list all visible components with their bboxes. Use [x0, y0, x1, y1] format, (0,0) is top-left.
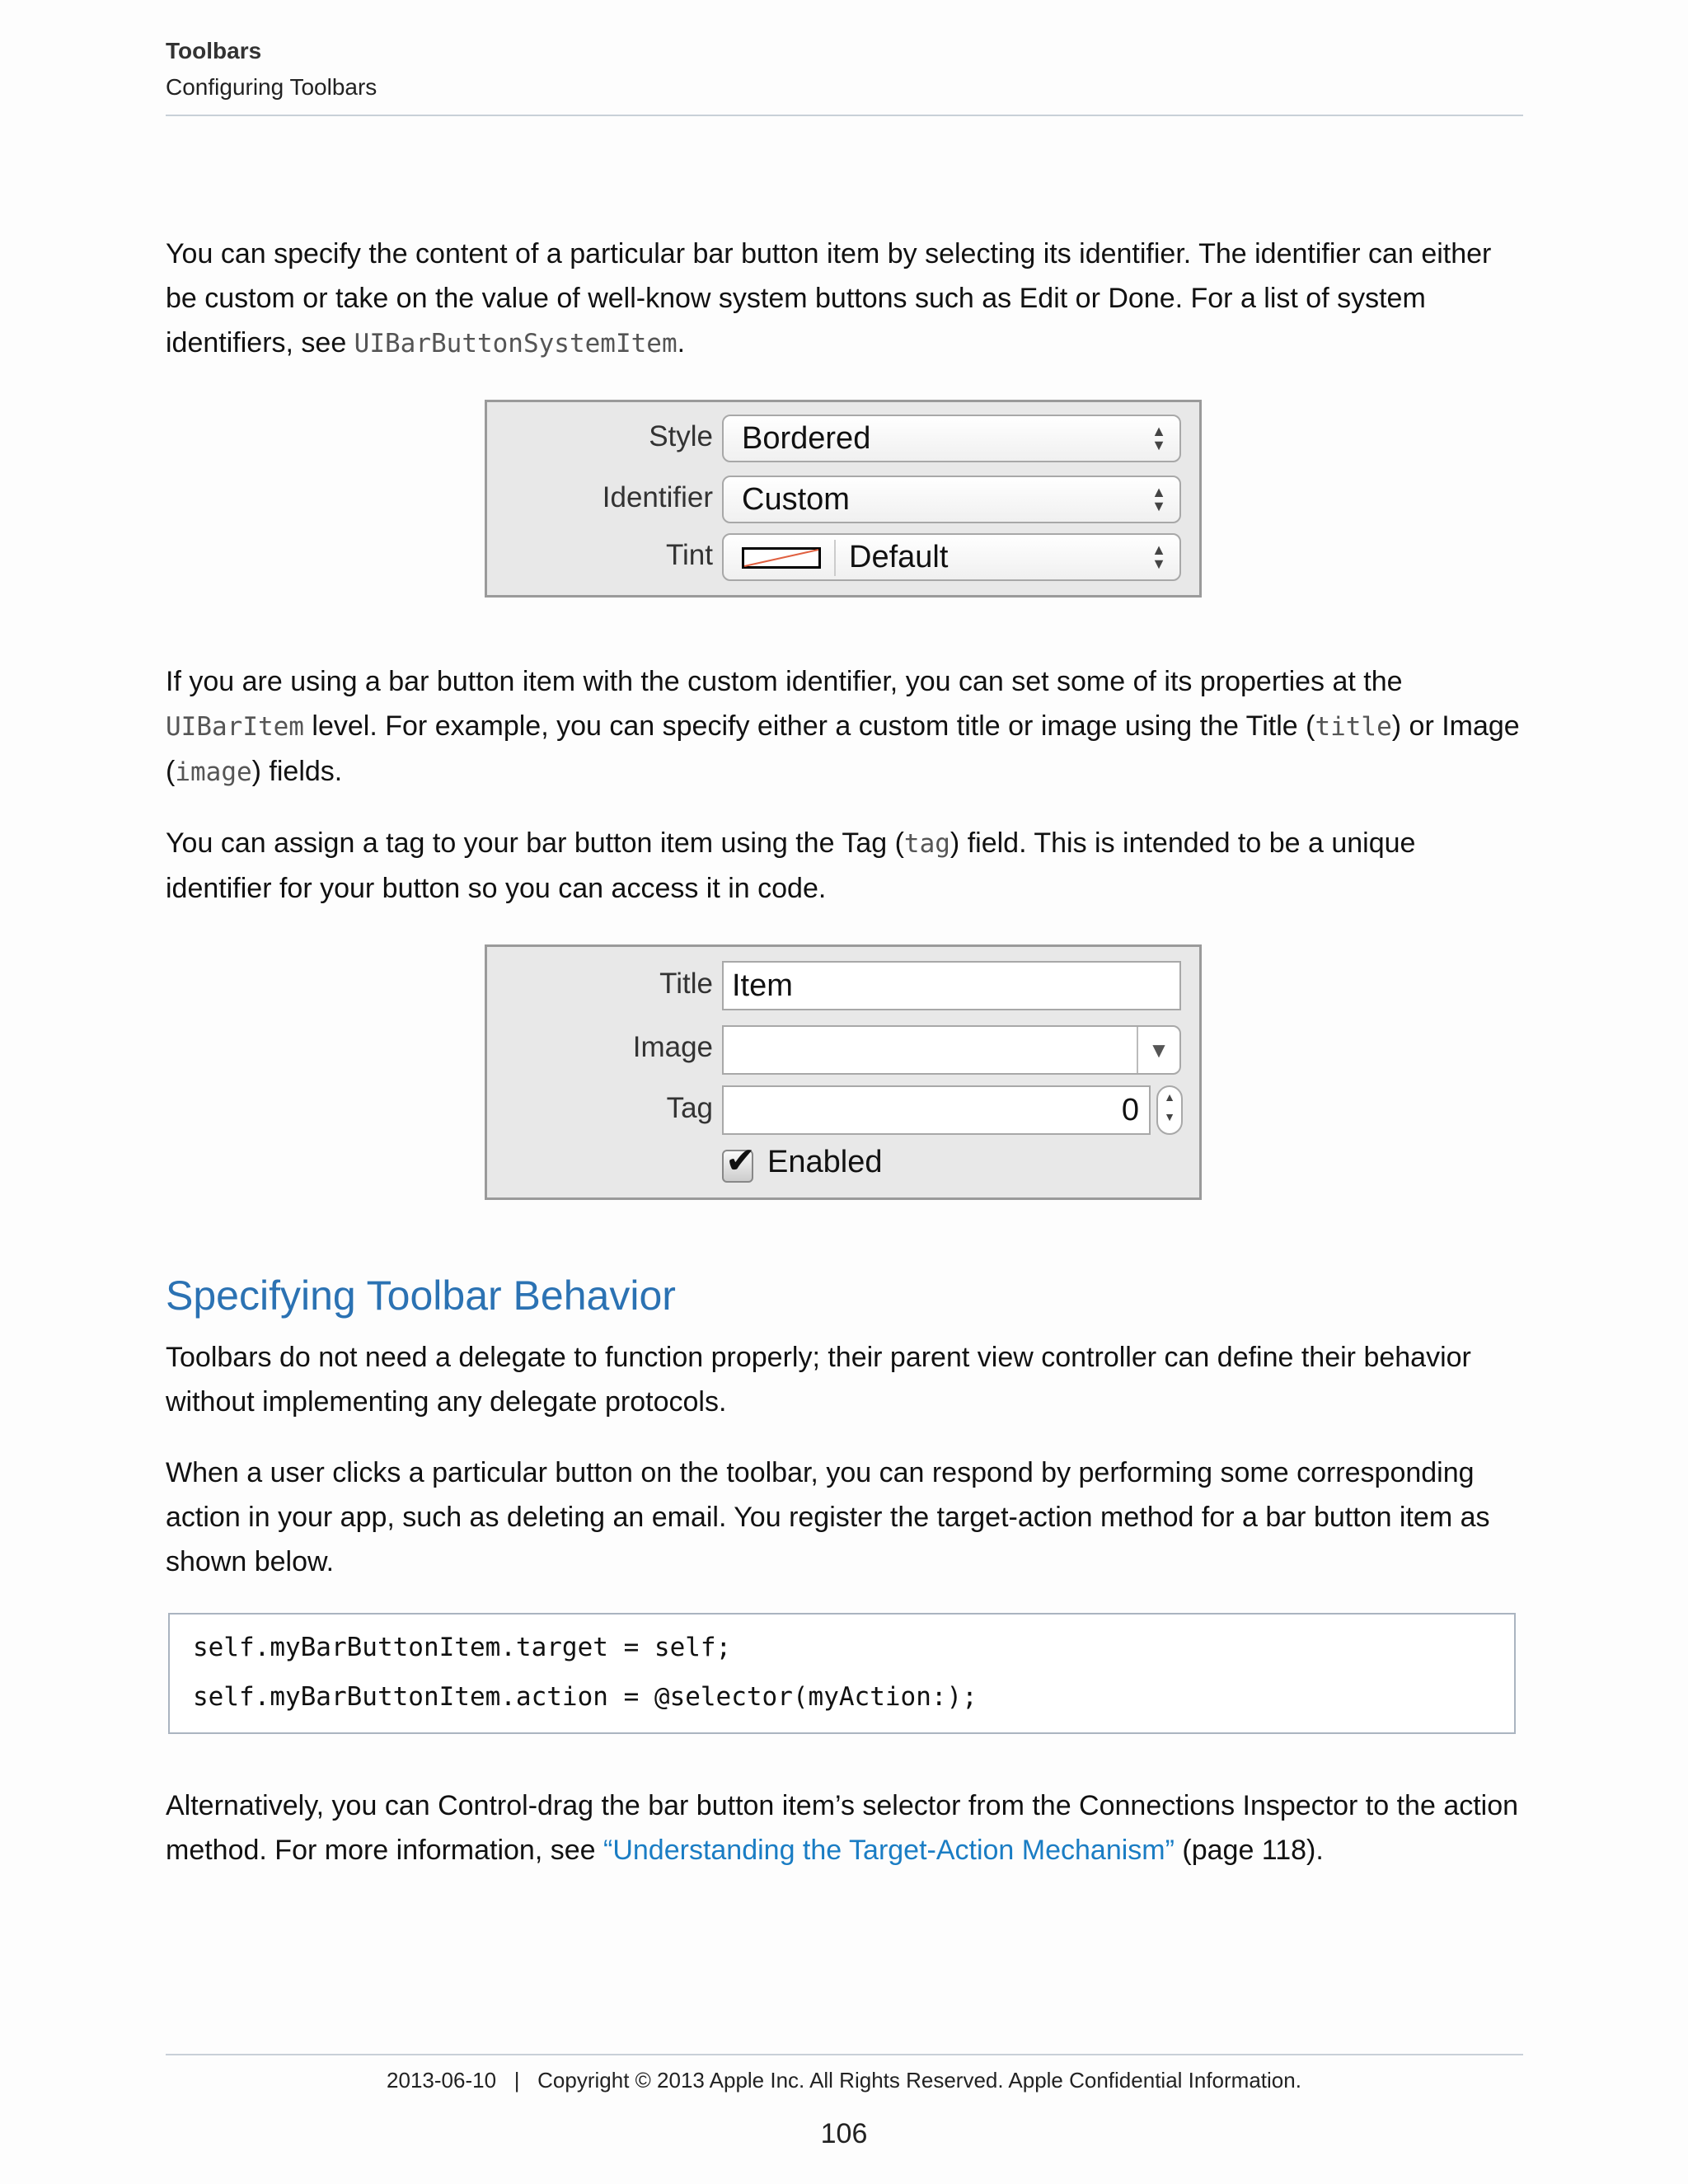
chapter-title: Toolbars [166, 38, 262, 63]
identifier-value: Custom [742, 482, 850, 517]
section-heading: Specifying Toolbar Behavior [166, 1272, 676, 1319]
style-value: Bordered [742, 421, 871, 456]
no-color-swatch-icon [742, 547, 821, 569]
paragraph-control-drag: Alternatively, you can Control-drag the bar button item’s selector from the Connections Inspector to the action method. For more information, see “Understanding the Target-Action Mechanism” (page 118). [166, 1790, 1519, 1866]
up-down-arrows-icon: ▲ ▼ [1151, 484, 1166, 514]
enabled-label: Enabled [767, 1145, 883, 1179]
identifier-popup[interactable] [722, 476, 1181, 523]
bar-item-properties-panel [485, 944, 1202, 1200]
code-listing [168, 1613, 1516, 1734]
swatch-divider [834, 540, 836, 576]
paragraph-custom-identifier: If you are using a bar button item with the custom identifier, you can set some of its properties at the UIBarItem level. For example, you can specify either a custom title or image using the Title (title) or Image (image) fields. [166, 666, 1520, 787]
paragraph-target-action: When a user clicks a particular button on the toolbar, you can respond by performing some corresponding action in your app, such as deleting an email. You register the target-action method for a bar button item as shown below. [166, 1457, 1490, 1577]
enabled-checkbox[interactable] [722, 1141, 756, 1183]
up-down-arrows-icon: ▲ ▼ [1151, 541, 1166, 572]
tint-label: Tint [665, 539, 713, 571]
bar-item-attributes-panel [485, 400, 1202, 598]
style-popup[interactable] [722, 415, 1181, 462]
code-line: self.myBarButtonItem.target = self; [193, 1633, 732, 1662]
title-field[interactable]: Item [722, 961, 1181, 1010]
identifier-label: Identifier [602, 481, 713, 513]
page-number: 106 [820, 2118, 868, 2149]
up-down-arrows-icon: ▲ ▼ [1151, 423, 1166, 453]
checkmark-icon: ✔ [725, 1141, 756, 1181]
tag-field[interactable]: 0 [722, 1085, 1151, 1135]
code-line: self.myBarButtonItem.action = @selector(myAction:); [193, 1682, 978, 1712]
tint-value: Default [849, 540, 949, 574]
dropdown-arrow-icon[interactable]: ▼ [1137, 1027, 1179, 1073]
target-action-link[interactable]: “Understanding the Target-Action Mechanism” [603, 1835, 1175, 1866]
tint-popup[interactable] [722, 533, 1181, 581]
header-divider [166, 115, 1523, 116]
section-title: Configuring Toolbars [166, 74, 377, 100]
paragraph-tag: You can assign a tag to your bar button item using the Tag (tag) field. This is intended to be a unique identifier for your button so you can access it in code. [166, 827, 1416, 904]
footer-divider [166, 2054, 1523, 2055]
style-label: Style [649, 420, 713, 452]
footer-copyright: 2013-06-10 | Copyright © 2013 Apple Inc. All Rights Reserved. Apple Confidential Information. [387, 2068, 1301, 2093]
paragraph-delegate: Toolbars do not need a delegate to function properly; their parent view controller can define their behavior without implementing any delegate protocols. [166, 1342, 1471, 1418]
image-combo-box[interactable] [722, 1025, 1181, 1075]
tag-stepper[interactable]: ▲ ▼ [1156, 1085, 1183, 1135]
image-label: Image [632, 1031, 713, 1063]
tag-label: Tag [666, 1092, 713, 1124]
title-label: Title [659, 968, 713, 1000]
paragraph-identifier: You can specify the content of a particular bar button item by selecting its identifier. The identifier can either be custom or take on the value of well-know system buttons such as Edit or Done. For a list of system identifiers, see UIBarButtonSystemItem. [166, 238, 1492, 359]
